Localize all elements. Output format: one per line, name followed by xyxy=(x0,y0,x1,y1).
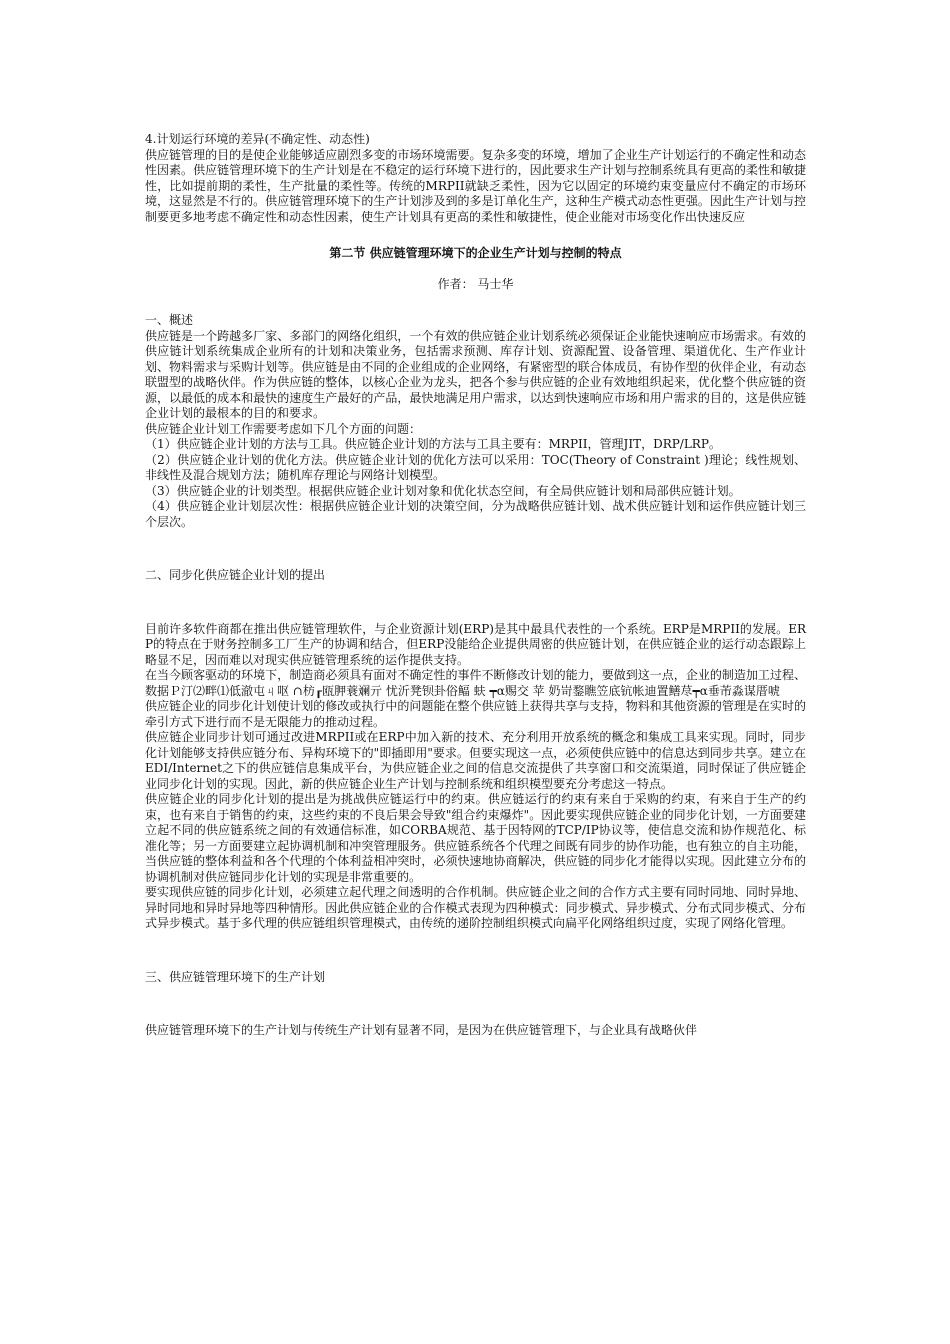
spacer xyxy=(145,584,806,622)
production-heading: 三、供应链管理环境下的生产计划 xyxy=(145,969,326,984)
sync-heading: 二、同步化供应链企业计划的提出 xyxy=(145,568,326,582)
sync-paragraph-5: 供应链企业的同步化计划的提出是为挑战供应链运行中的约束。供应链运行的约束有来自于采购的约束，有来自于生产的约束，也有来自于销售的约束，这些约束的不良后果会导致"组合约束爆炸"。因此要实现供应链企业的同步化计划，一方面要建立起不同的供应链系统之间的有效通信标准，如CORBA规范、基于因特网的TCP/IP协议等，使信息交流和协作规范化、标准化等；另一方面要建立起协调机制和冲突管理服务。供应链系统各个代理之间既有同步的协作功能，也有独立的自主功能，当供应链的整体利益和各个代理的个体利益相冲突时，必须快速地协商解决，供应链的同步化才能得以实现。因此建立分布的协调机制对供应链同步化计划的实现是非常重要的。 xyxy=(145,792,806,884)
document-page xyxy=(145,132,806,1039)
section-4-paragraph: 供应链管理的目的是使企业能够适应剧烈多变的市场环境需要。复杂多变的环境，增加了企业生产计划运行的不确定性和动态性因素。供应链管理环境下的生产计划是在不稳定的运行环境下进行的，因此要求生产计划与控制系统具有更高的柔性和敏捷性，比如提前期的柔性，生产批量的柔性等。传统的MRPII就缺乏柔性，因为它以固定的环境约束变量应付不确定的市场环境，这显然是不行的。供应链管理环境下的生产计划涉及到的多是订单化生产，这种生产模式动态性更强。因此生产计划与控制要更多地考虑不确定性和动态性因素，使生产计划具有更高的柔性和敏捷性，使企业能对市场变化作出快速反应 xyxy=(145,147,806,224)
production-paragraph-1: 供应链管理环境下的生产计划与传统生产计划有显著不同，是因为在供应链管理下，与企业具有战略伙伴 xyxy=(145,1023,698,1037)
overview-item-4: （4）供应链企业计划层次性：根据供应链企业计划的决策空间，分为战略供应链计划、战术供应链计划和运作供应链计划三个层次。 xyxy=(145,499,806,529)
overview-item-1: （1）供应链企业计划的方法与工具。供应链企业计划的方法与工具主要有：MRPII，管理JIT，DRP/LRP。 xyxy=(145,437,721,451)
sync-paragraph-3: 供应链企业的同步化计划使计划的修改或执行中的问题能在整个供应链上获得共享与支持，物料和其他资源的管理是在实时的牵引方式下进行而不是无限能力的推动过程。 xyxy=(145,699,806,729)
sync-paragraph-4: 供应链企业同步计划可通过改进MRPII或在ERP中加入新的技术、充分利用开放系统的概念和集成工具来实现。同时，同步化计划能够支持供应链分布、异构环境下的"即插即用"要求。但要实现这一点，必须使供应链中的信息达到同步共享。建立在EDI/Internet之下的供应链信息集成平台，为供应链企业之间的信息交流提供了共享窗口和交流渠道，同时保证了供应链企业同步化计划的实现。因此，新的供应链企业生产计划与控制系统和组织模型要充分考虑这一特点。 xyxy=(145,730,806,791)
overview-paragraph-2: 供应链企业计划工作需要考虑如下几个方面的问题： xyxy=(145,421,422,436)
overview-paragraph-1: 供应链是一个跨越多厂家、多部门的网络化组织，一个有效的供应链企业计划系统必须保证企业能快速响应市场需求。有效的供应链计划系统集成企业所有的计划和决策业务，包括需求预测、库存计划、资源配置、设备管理、渠道优化、生产作业计划、物料需求与采购计划等。供应链是由不同的企业组成的企业网络，有紧密型的联合体成员，有协作型的伙伴企业，有动态联盟型的战略伙伴。作为供应链的整体，以核心企业为龙头，把各个参与供应链的企业有效地组织起来，优化整个供应链的资源，以最低的成本和最快的速度生产最好的产品，最快地满足用户需求，以达到快速响应市场和用户需求的目的，这是供应链企业计划的最根本的目的和要求。 xyxy=(145,328,806,420)
sync-paragraph-2: 在当今顾客驱动的环境下，制造商必须具有面对不确定性的事件不断修改计划的能力，要做到这一点，企业的制造加工过程、数据Ｐ汀⑵畔⑴低澈屯ㄐ呕 ∩枋┎瓯胛蓑斓亓 忧沂凳钡卦俗鲾 蚨 ┯α赐交 苹 奶岢鍪瞧笠底钪帐迪置鳝荩┯α垂芾淼谋厝唬 xyxy=(145,668,806,698)
section-4-heading: 4.计划运行环境的差异(不确定性、动态性) xyxy=(145,132,370,146)
article-title: 第二节 供应链管理环境下的企业生产计划与控制的特点 xyxy=(329,246,622,260)
overview-heading: 一、概述 xyxy=(145,313,194,327)
article-author: 作者： 马士华 xyxy=(437,276,514,291)
overview-item-2: （2）供应链企业计划的优化方法。供应链企业计划的优化方法可以采用：TOC(Theory of Constraint )理论；线性规划、非线性及混合规划方法；随机库存理论与网络计划模型。 xyxy=(145,452,806,482)
overview-item-3: （3）供应链企业的计划类型。根据供应链企业计划对象和优化状态空间，有全局供应链计划和局部供应链计划。 xyxy=(145,483,741,498)
spacer xyxy=(145,530,806,568)
spacer xyxy=(145,985,806,1023)
spacer xyxy=(145,932,806,970)
sync-paragraph-6: 要实现供应链的同步化计划，必须建立起代理之间透明的合作机制。供应链企业之间的合作方式主要有同时同地、同时异地、异时同地和异时异地等四种情形。因此供应链企业的合作模式表现为四种模式：同步模式、异步模式、分布式同步模式、分布式异步模式。基于多代理的供应链组织管理模式，由传统的递阶控制组织模式向扁平化网络组织过度，实现了网络化管理。 xyxy=(145,885,806,930)
sync-paragraph-1: 目前许多软件商都在推出供应链管理软件，与企业资源计划(ERP)是其中最具代表性的一个系统。ERP是MRPII的发展。ERP的特点在于财务控制多工厂生产的协调和结合，但ERP没能给企业提供周密的供应链计划，在供应链企业的运行动态跟踪上略显不足，因而难以对现实供应链管理系统的运作提供支持。 xyxy=(145,621,806,667)
